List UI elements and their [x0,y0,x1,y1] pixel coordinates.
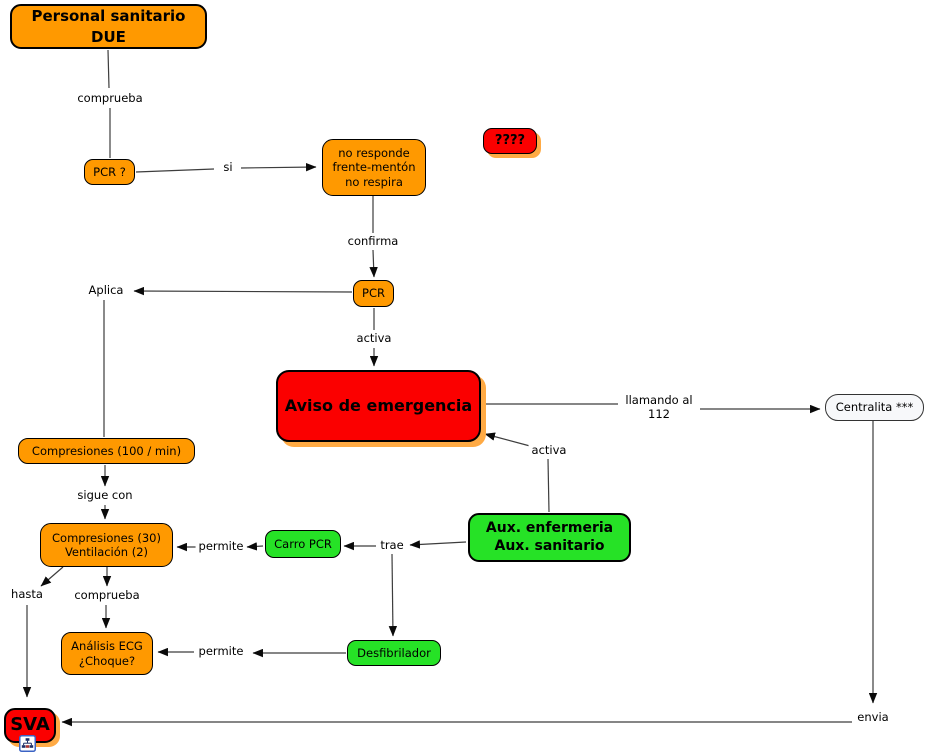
node-aux-enfermeria-sanitario[interactable]: Aux. enfermeria Aux. sanitario [468,513,631,562]
link-label-comprueba-2[interactable]: comprueba [71,589,142,603]
link-label-activa-aux[interactable]: activa [529,444,570,458]
link-label-trae[interactable]: trae [377,539,406,553]
node-compresiones-30-ventilacion-2[interactable]: Compresiones (30) Ventilación (2) [40,523,173,567]
link-label-llamando-al-112[interactable]: llamando al 112 [622,394,695,422]
node-pcr[interactable]: PCR [353,280,394,307]
node-desfibrilador[interactable]: Desfibrilador [347,640,441,666]
link-label-permite[interactable]: permite [196,540,247,554]
node-compresiones-100[interactable]: Compresiones (100 / min) [18,438,195,464]
node-aviso-de-emergencia[interactable]: Aviso de emergencia [276,370,481,442]
link-label-permite-2[interactable]: permite [196,645,247,659]
node-centralita[interactable]: Centralita *** [825,394,924,421]
node-pcr-question[interactable]: PCR ? [84,159,135,185]
nested-concept-map-icon[interactable] [19,735,36,752]
link-label-si[interactable]: si [220,161,235,175]
link-label-comprueba[interactable]: comprueba [74,92,145,106]
link-label-aplica[interactable]: Aplica [86,284,127,298]
node-analisis-ecg-choque[interactable]: Análisis ECG ¿Choque? [61,632,153,675]
link-label-confirma[interactable]: confirma [345,235,402,249]
node-no-responde[interactable]: no responde frente-mentón no respira [322,139,426,196]
node-sva[interactable]: SVA [4,708,56,743]
node-unknown[interactable]: ???? [483,128,537,154]
node-carro-pcr[interactable]: Carro PCR [265,530,341,558]
link-label-hasta[interactable]: hasta [8,588,46,602]
link-label-envia[interactable]: envia [854,711,891,725]
link-label-activa[interactable]: activa [354,332,395,346]
link-label-sigue-con[interactable]: sigue con [74,489,135,503]
node-personal-sanitario-due[interactable]: Personal sanitario DUE [10,4,207,49]
